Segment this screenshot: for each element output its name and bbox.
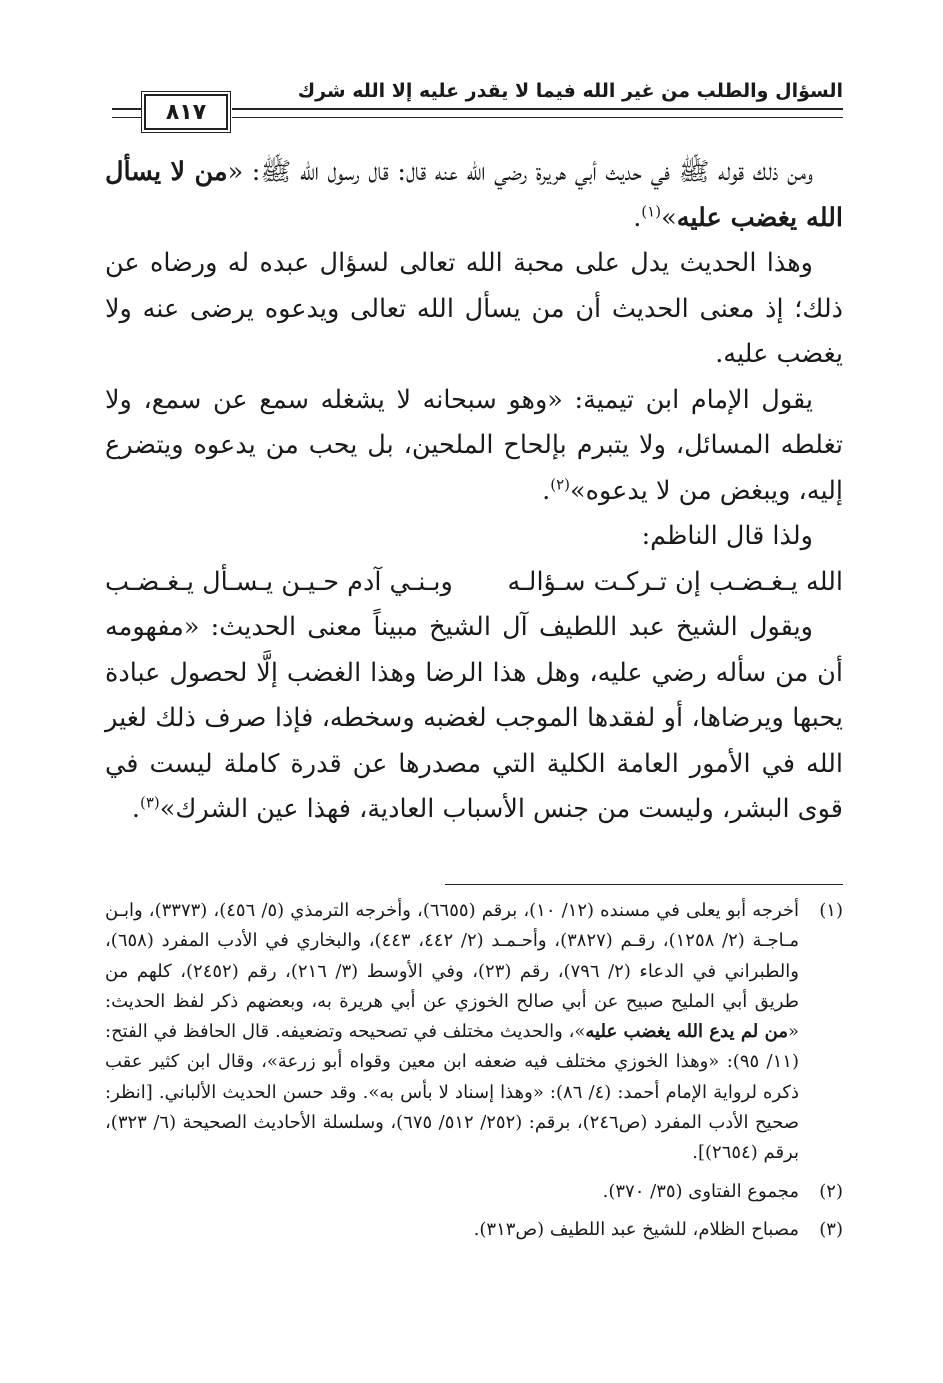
footnote-text: مجموع الفتاوى (٣٥/ ٣٧٠). — [602, 1180, 799, 1202]
footnote-number: (١) — [819, 900, 843, 921]
footnote-3 — [105, 1215, 843, 1245]
footnote-2 — [105, 1177, 843, 1207]
paragraph-abdullatif: ويقول الشيخ عبد اللطيف آل الشيخ مبيناً معنى الحديث: «مفهومه أن من سأله رضي عليه، وهل هذا الرضا وهذا الغضب إلَّا لحصول عبادة يحبها ويرضاها، أو لفقدها الموجب لغضبه وسخطه، فإذا صرف ذلك لغير الله في الأمور العامة الكلية التي مصدرها عن قدرة كاملة ليست في قوى البشر، وليست من جنس الأسباب العادية، فهذا عين الشرك»$^{(٣)}$. — [105, 612, 843, 824]
main-text — [105, 150, 843, 833]
running-title: السؤال والطلب من غير الله فيما لا يقدر عليه إلا الله شرك — [297, 80, 843, 102]
footnote-text: أخرجه أبو يعلى في مسنده (١٢/ ١٠)، برقم (٦٦٥٥)، وأخرجه الترمذي (٥/ ٤٥٦)، (٣٣٧٣)، وابـن مـاجـة (٢/ ١٢٥٨)، رقـم (٣٨٢٧)، وأحـمـد (٢/ ٤٤٢، ٤٤٣)، والبخاري في الأدب المفرد (٦٥٨)، والطبراني في الدعاء (٢/ ٧٩٦)، رقم (٢٣)، وفي الأوسط (٣/ ٢١٦)، رقم (٢٤٥٢)، كلهم من طريق أبي المليح صبيح عن أبي صالح الخوزي عن أبي هريرة به، وبعضهم ذكر لفظ الحديث: «من لم يدع الله يغضب عليه»، والحديث مختلف في تصحيحه وتضعيفه. قال الحافظ في الفتح: (١١/ ٩٥): «وهذا الخوزي مختلف فيه ضعفه ابن معين وقواه أبو زرعة»، وقال ابن كثير عقب ذكره لرواية الإمام أحمد: (٤/ ٨٦): «وهذا إسناد لا بأس به». وقد حسن الحديث الألباني. [انظر: صحيح الأدب المفرد (ص٢٤٦)، برقم: (٢٥٢/ ٥١٢/ ٦٧٥)، وسلسلة الأحاديث الصحيحة (٦/ ٣٢٣)، برقم (٢٦٥٤)]. — [105, 900, 800, 1164]
paragraph-poet-intro: ولذا قال الناظم: — [641, 521, 813, 551]
footnote-ref-2: (٢) — [550, 475, 571, 493]
footnote-text: مصباح الظلام، للشيخ عبد اللطيف (ص٣١٣). — [473, 1218, 799, 1240]
page-number — [144, 94, 228, 130]
footnote-separator — [445, 884, 843, 885]
footnote-ref-1: (١) — [641, 202, 662, 220]
footnote-1 — [105, 896, 843, 1169]
poem-verse — [105, 560, 843, 606]
poem-second-hemistich: وبـنـي آدم حـيـن يـسـأل يـغـضـب — [105, 566, 453, 597]
header-rule-left — [112, 108, 142, 110]
paragraph-ibn-taymiyya: يقول الإمام ابن تيمية: «وهو سبحانه لا يشغله سمع عن سمع، ولا تغلطه المسائل، ولا يتبرم بإلحاح الملحين، بل يحب من يدعوه ويتضرع إليه، ويبغض من لا يدعوه»$^{(٢)}$. — [105, 384, 843, 506]
footnote-ref-3: (٣) — [139, 793, 160, 812]
paragraph-hadith: ومن ذلك قوله ﷺ في حديث أبي هريرة رضي الله عنه قال: قال رسول الله ﷺ: «من لا يسأل الله يغضب عليه»$^{(١)}$. — [105, 157, 843, 233]
footnote-number: (٢) — [819, 1180, 843, 1202]
header-rule-left-thin — [112, 117, 142, 118]
header-rule — [232, 108, 843, 110]
hadith-text: من لا يسأل الله يغضب عليه — [105, 157, 843, 233]
page-number-text: ٨١٧ — [165, 99, 207, 125]
footnote-hadith-text: من لم يدع الله يغضب عليه — [585, 1021, 788, 1043]
footnotes — [105, 896, 843, 1245]
poem-first-hemistich: الله يـغـضـب إن تـركـت سـؤالـه — [507, 566, 843, 597]
header-rule-thin — [232, 117, 843, 118]
paragraph-explanation: وهذا الحديث يدل على محبة الله تعالى لسؤال عبده له ورضاه عن ذلك؛ إذ معنى الحديث أن من يسأل الله تعالى ويدعوه يرضى عنه ولا يغضب عليه. — [105, 248, 843, 369]
footnote-number: (٣) — [819, 1218, 843, 1240]
